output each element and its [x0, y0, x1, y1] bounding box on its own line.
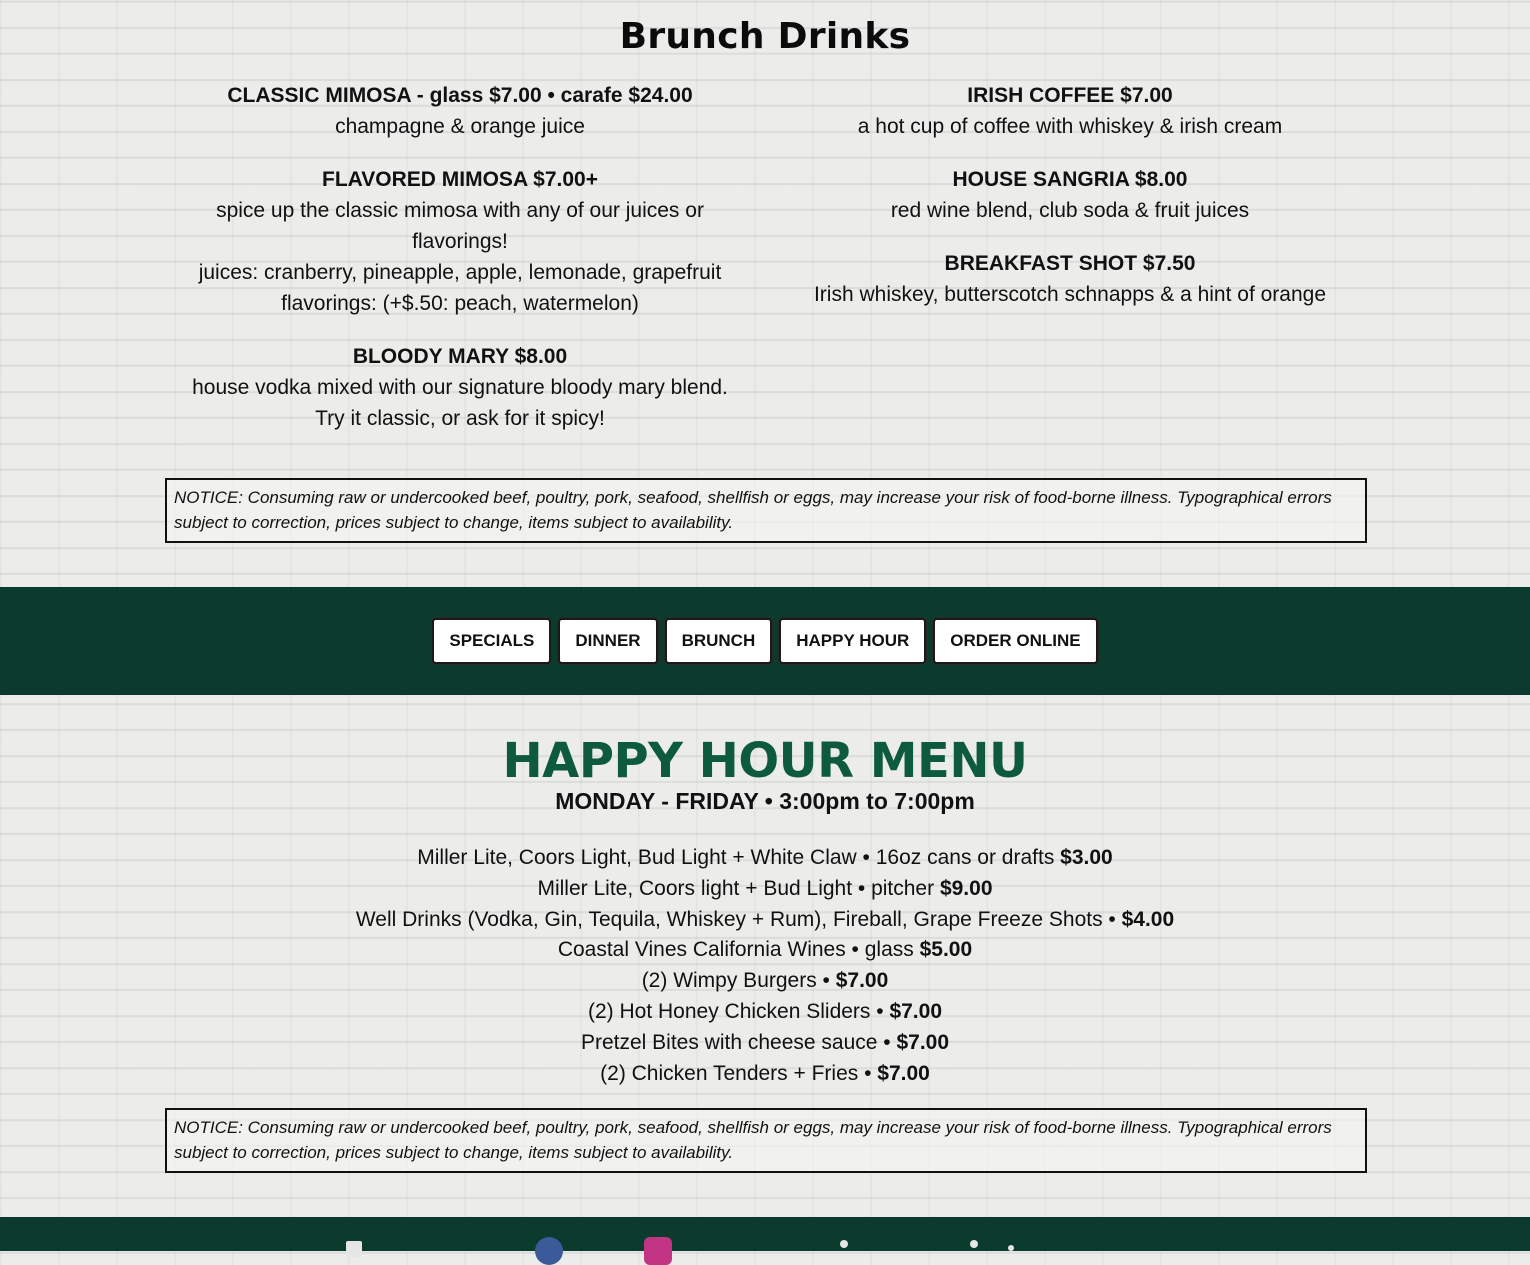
- happy-hour-list: [0, 843, 1530, 1089]
- item-text: Pretzel Bites with cheese sauce •: [580, 1030, 897, 1054]
- menu-item-desc: juices: cranberry, pineapple, apple, lemonade, grapefruit: [198, 261, 722, 284]
- list-item: [0, 843, 1530, 874]
- menu-item-desc: house vodka mixed with our signature bloody mary blend.: [192, 376, 728, 399]
- menu-item-desc: Irish whiskey, butterscotch schnapps & a hint of orange: [813, 283, 1327, 306]
- menu-item: [770, 80, 1370, 142]
- menu-item-name: HOUSE SANGRIA $8.00: [952, 168, 1188, 191]
- item-price: $4.00: [1121, 907, 1175, 931]
- list-item: [0, 1059, 1530, 1090]
- menu-item-name: FLAVORED MIMOSA $7.00+: [322, 168, 598, 191]
- item-text: (2) Hot Honey Chicken Sliders •: [587, 999, 890, 1023]
- order-online-button[interactable]: ORDER ONLINE: [933, 618, 1097, 664]
- specials-button[interactable]: SPECIALS: [432, 618, 551, 664]
- menu-item-desc: a hot cup of coffee with whiskey & irish cream: [857, 115, 1283, 138]
- menu-item-name: BREAKFAST SHOT $7.50: [944, 252, 1196, 275]
- brunch-left-column: [160, 80, 760, 456]
- menu-item-name: IRISH COFFEE $7.00: [967, 84, 1173, 107]
- item-price: $7.00: [877, 1061, 930, 1085]
- menu-item-desc: flavorings: (+$.50: peach, watermelon): [281, 292, 639, 315]
- item-text: (2) Wimpy Burgers •: [641, 969, 836, 993]
- menu-item-name: BLOODY MARY $8.00: [352, 345, 568, 368]
- list-item: [0, 1028, 1530, 1059]
- menu-item: [160, 341, 760, 434]
- site-footer: [0, 1217, 1530, 1251]
- item-text: Miller Lite, Coors light + Bud Light • pitcher: [537, 876, 940, 900]
- menu-item-desc: Try it classic, or ask for it spicy!: [315, 407, 605, 430]
- item-price: $7.00: [889, 999, 943, 1023]
- list-item: [0, 874, 1530, 905]
- facebook-icon[interactable]: [535, 1237, 563, 1265]
- happy-hour-title: HAPPY HOUR MENU: [502, 733, 1028, 789]
- item-price: $5.00: [919, 938, 973, 962]
- instagram-icon[interactable]: [644, 1237, 672, 1265]
- item-price: $3.00: [1060, 846, 1113, 869]
- menu-item: [770, 248, 1370, 310]
- list-item: [0, 905, 1530, 936]
- menu-item: [160, 164, 760, 319]
- menu-item-desc: red wine blend, club soda & fruit juices: [890, 199, 1250, 222]
- brunch-title: Brunch Drinks: [619, 16, 911, 57]
- happy-hour-button[interactable]: HAPPY HOUR: [779, 618, 926, 664]
- item-text: Well Drinks (Vodka, Gin, Tequila, Whiskey + Rum), Fireball, Grape Freeze Shots •: [355, 907, 1122, 931]
- brunch-button[interactable]: BRUNCH: [665, 618, 773, 664]
- dinner-button[interactable]: DINNER: [558, 618, 657, 664]
- happy-hour-schedule: MONDAY - FRIDAY • 3:00pm to 7:00pm: [555, 788, 975, 814]
- phone-icon-detail: [1008, 1245, 1014, 1251]
- item-price: $7.00: [896, 1030, 950, 1054]
- x-icon[interactable]: [346, 1241, 362, 1257]
- menu-item-desc: spice up the classic mimosa with any of our juices or flavorings!: [216, 199, 704, 253]
- list-item: [0, 997, 1530, 1028]
- menu-nav-bar: [0, 587, 1530, 695]
- menu-item: [160, 80, 760, 142]
- item-price: $9.00: [939, 876, 993, 900]
- menu-item: [770, 164, 1370, 226]
- brunch-right-column: [770, 80, 1370, 332]
- list-item: [0, 935, 1530, 966]
- item-text: Coastal Vines California Wines • glass: [557, 938, 920, 962]
- item-text: Miller Lite, Coors Light, Bud Light + White Claw • 16oz cans or drafts: [417, 846, 1061, 869]
- list-item: [0, 966, 1530, 997]
- food-safety-notice: NOTICE: Consuming raw or undercooked beef, poultry, pork, seafood, shellfish or eggs, may increase your risk of food-borne illness. Typographical errors subject to correction, prices subject to change, items subject to availability.: [165, 478, 1367, 543]
- phone-icon[interactable]: [970, 1240, 978, 1248]
- food-safety-notice: NOTICE: Consuming raw or undercooked beef, poultry, pork, seafood, shellfish or eggs, may increase your risk of food-borne illness. Typographical errors subject to correction, prices subject to change, items subject to availability.: [165, 1108, 1367, 1173]
- item-price: $7.00: [835, 969, 889, 993]
- menu-item-desc: champagne & orange juice: [335, 115, 585, 138]
- menu-item-name: CLASSIC MIMOSA - glass $7.00 • carafe $24.00: [227, 84, 693, 107]
- item-text: (2) Chicken Tenders + Fries •: [600, 1061, 878, 1085]
- location-icon[interactable]: [840, 1240, 848, 1248]
